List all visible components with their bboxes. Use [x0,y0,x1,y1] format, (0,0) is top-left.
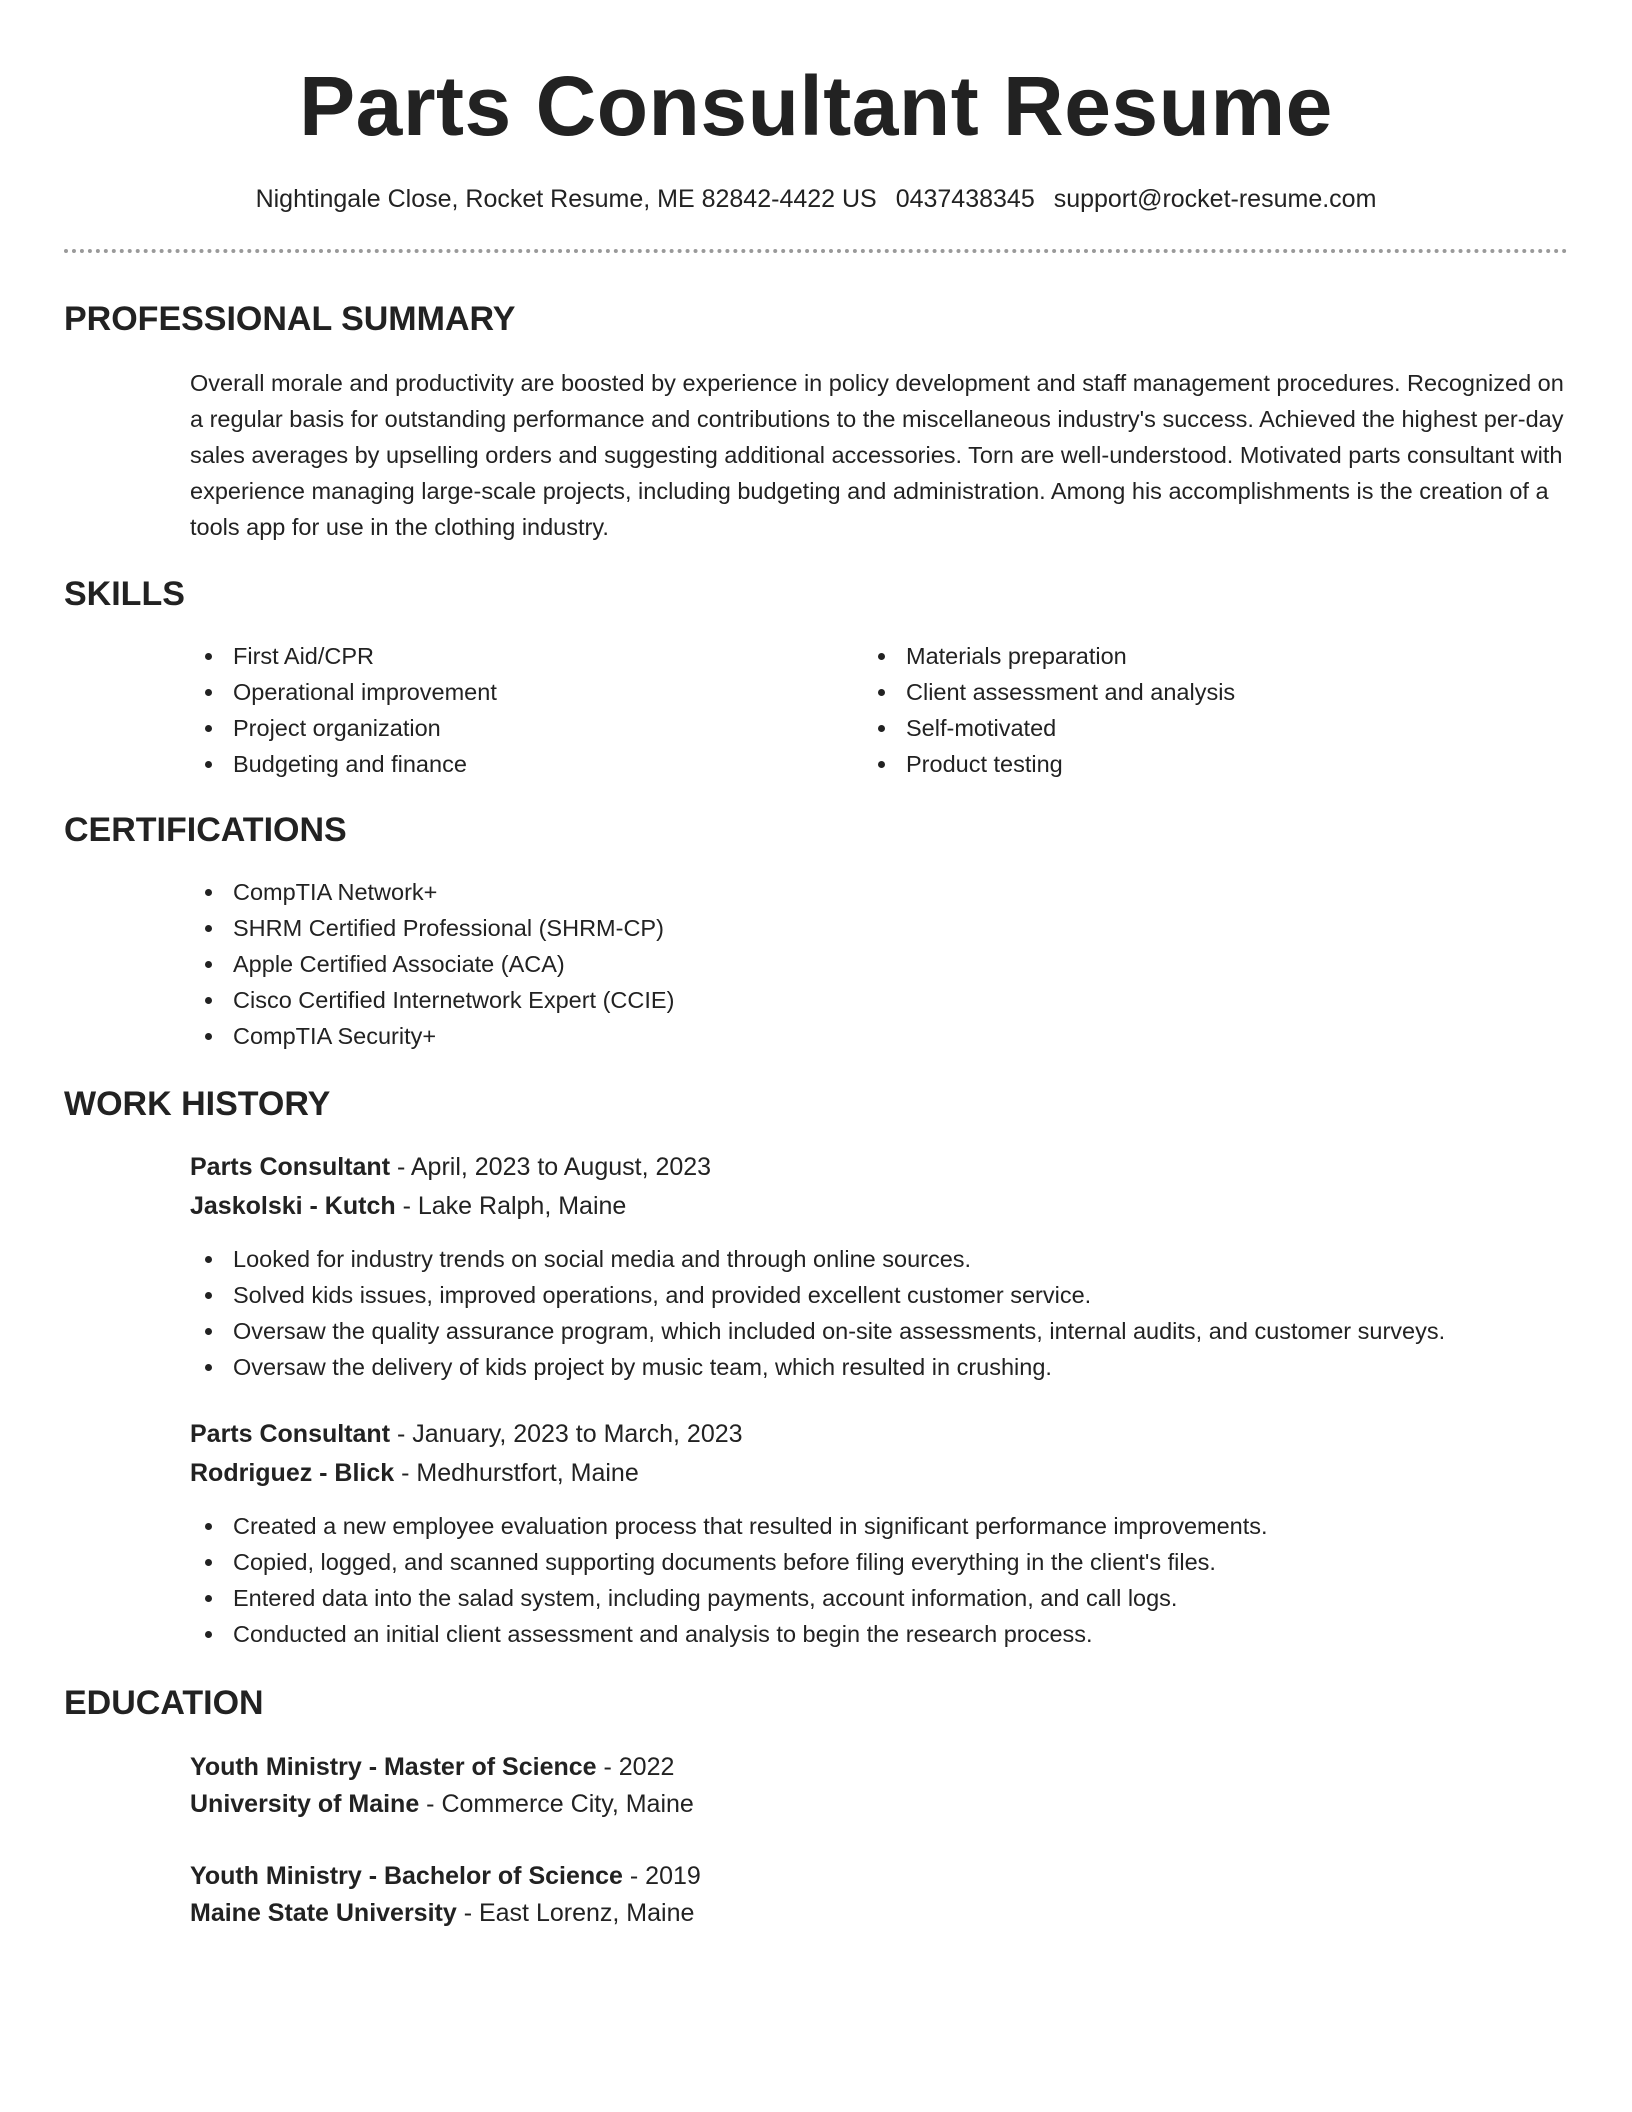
education-school-line [190,1895,694,1931]
skill-item: Self-motivated [863,710,1235,746]
header-divider [64,249,1568,253]
job-bullets [190,1508,1268,1652]
skill-item: Budgeting and finance [190,746,497,782]
skill-item: Product testing [863,746,1235,782]
skills-list-left [190,638,497,782]
summary-heading: PROFESSIONAL SUMMARY [64,300,516,338]
skills-list-right [863,638,1235,782]
job-title: Parts Consultant [190,1153,391,1181]
education-school-line [190,1786,694,1822]
education-year: - 2019 [622,1862,701,1890]
education-location: - East Lorenz, Maine [456,1899,695,1927]
education-heading: EDUCATION [64,1684,264,1722]
certification-item: CompTIA Network+ [190,874,674,910]
education-degree: Youth Ministry - Bachelor of Science [190,1862,623,1890]
contact-line [64,182,1568,216]
job-bullet: Conducted an initial client assessment and analysis to begin the research process. [190,1616,1268,1652]
education-location: - Commerce City, Maine [419,1790,694,1818]
education-degree-line [190,1858,701,1894]
certifications-heading: CERTIFICATIONS [64,811,347,849]
job-title-line [190,1149,711,1185]
skill-item: Client assessment and analysis [863,674,1235,710]
certifications-list [190,874,674,1054]
certification-item: Apple Certified Associate (ACA) [190,946,674,982]
job-location: - Lake Ralph, Maine [395,1192,627,1220]
contact-phone: 0437438345 [895,185,1035,213]
job-title-line [190,1416,743,1452]
job-company-line [190,1455,639,1491]
skill-item: Materials preparation [863,638,1235,674]
skill-item: First Aid/CPR [190,638,497,674]
job-bullet: Looked for industry trends on social media and through online sources. [190,1241,1445,1277]
resume-page [64,0,1568,1927]
skill-item: Project organization [190,710,497,746]
job-dates: - January, 2023 to March, 2023 [390,1420,743,1448]
summary-text: Overall morale and productivity are boosted by experience in policy development and staff management procedures. Recognized on a regular basis for outstanding performance and contributions to the miscellaneous industry's success. Achieved the highest per-day sales averages by upselling orders and suggesting additional accessories. Torn are well-understood. Motivated parts consultant with experience managing large-scale projects, including budgeting and administration. Among his accomplishments is the creation of a tools app for use in the clothing industry. [190,370,1564,540]
education-school: University of Maine [190,1790,420,1818]
job-company: Rodriguez - Blick [190,1459,395,1487]
job-title: Parts Consultant [190,1420,391,1448]
education-year: - 2022 [596,1753,675,1781]
certification-item: CompTIA Security+ [190,1018,674,1054]
job-location: - Medhurstfort, Maine [394,1459,639,1487]
education-school: Maine State University [190,1899,457,1927]
certification-item: Cisco Certified Internetwork Expert (CCIE) [190,982,674,1018]
page-title: Parts Consultant Resume [299,59,1333,153]
job-bullet: Created a new employee evaluation process that resulted in significant performance improvements. [190,1508,1268,1544]
job-company-line [190,1188,626,1224]
job-company: Jaskolski - Kutch [190,1192,396,1220]
contact-address: Nightingale Close, Rocket Resume, ME 82842-4422 US [255,185,877,213]
certification-item: SHRM Certified Professional (SHRM-CP) [190,910,674,946]
job-bullets [190,1241,1445,1385]
skills-heading: SKILLS [64,575,185,613]
job-bullet: Solved kids issues, improved operations, and provided excellent customer service. [190,1277,1445,1313]
job-bullet: Copied, logged, and scanned supporting documents before filing everything in the client's files. [190,1544,1268,1580]
contact-email[interactable]: support@rocket-resume.com [1053,185,1377,213]
education-degree-line [190,1749,674,1785]
job-bullet: Oversaw the delivery of kids project by music team, which resulted in crushing. [190,1349,1445,1385]
job-bullet: Entered data into the salad system, including payments, account information, and call logs. [190,1580,1268,1616]
skill-item: Operational improvement [190,674,497,710]
education-degree: Youth Ministry - Master of Science [190,1753,597,1781]
job-dates: - April, 2023 to August, 2023 [390,1153,712,1181]
job-bullet: Oversaw the quality assurance program, which included on-site assessments, internal audits, and customer surveys. [190,1313,1445,1349]
work-heading: WORK HISTORY [64,1085,331,1123]
